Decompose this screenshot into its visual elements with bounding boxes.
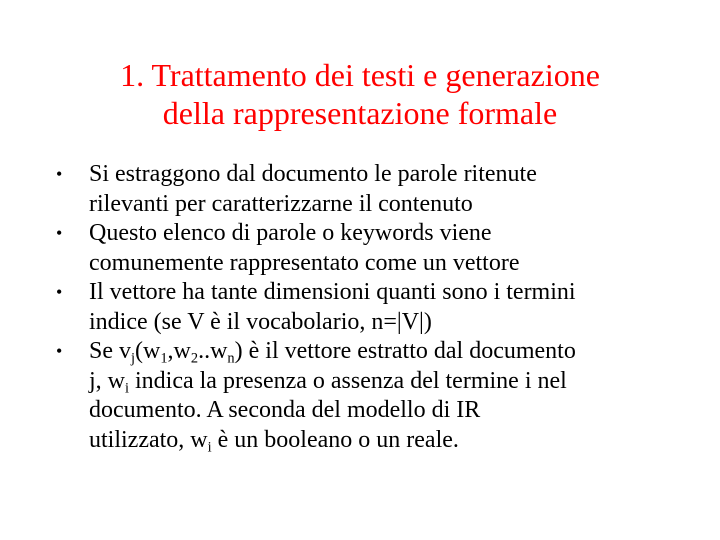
subscript: i [125, 379, 129, 396]
bullet-icon: • [56, 164, 63, 184]
bullet-item [56, 337, 696, 455]
subscript: j [131, 350, 135, 367]
subscript: n [227, 350, 235, 367]
bullet-text-line: documento. A seconda del modello di IR [89, 397, 481, 423]
bullet-text-line: comunemente rappresentato come un vettore [89, 249, 520, 276]
text-run: ..w [198, 338, 228, 364]
title-line: 1. Trattamento dei testi e generazione [120, 57, 600, 93]
bullet-icon: • [56, 223, 63, 243]
text-run: ,w [167, 338, 191, 364]
bullet-text-line: indice (se V è il vocabolario, n=|V|) [89, 308, 432, 335]
slide-title [60, 56, 660, 132]
bullet-text-line: rilevanti per caratterizzarne il contenuto [89, 190, 473, 217]
bullet-icon: • [56, 341, 63, 361]
subscript: 1 [160, 350, 168, 367]
text-run: (w [135, 338, 161, 364]
bullet-icon: • [56, 282, 63, 302]
title-line: della rappresentazione formale [162, 95, 558, 131]
subscript: i [207, 438, 212, 455]
text-run: ) è il vettore estratto dal documento [234, 338, 576, 364]
bullet-text-line: Il vettore ha tante dimensioni quanti sono i termini [89, 279, 576, 305]
bullet-item [56, 160, 696, 219]
bullet-item [56, 278, 696, 337]
bullet-text-line: Questo elenco di parole o keywords viene [89, 220, 492, 246]
text-run: è un booleano o un reale. [211, 426, 459, 453]
bullet-text-line: Si estraggono dal documento le parole ritenute [89, 161, 537, 187]
text-run: Se v [89, 338, 131, 364]
subscript: 2 [190, 350, 199, 367]
text-run: indica la presenza o assenza del termine i nel [129, 367, 567, 394]
bullet-text-line [89, 367, 696, 397]
bullet-list [56, 160, 696, 455]
bullet-item [56, 219, 696, 278]
text-run: j, w [89, 367, 125, 394]
bullet-text-line [89, 426, 696, 456]
text-run: utilizzato, w [89, 426, 208, 453]
bullet-text-line [89, 337, 696, 367]
